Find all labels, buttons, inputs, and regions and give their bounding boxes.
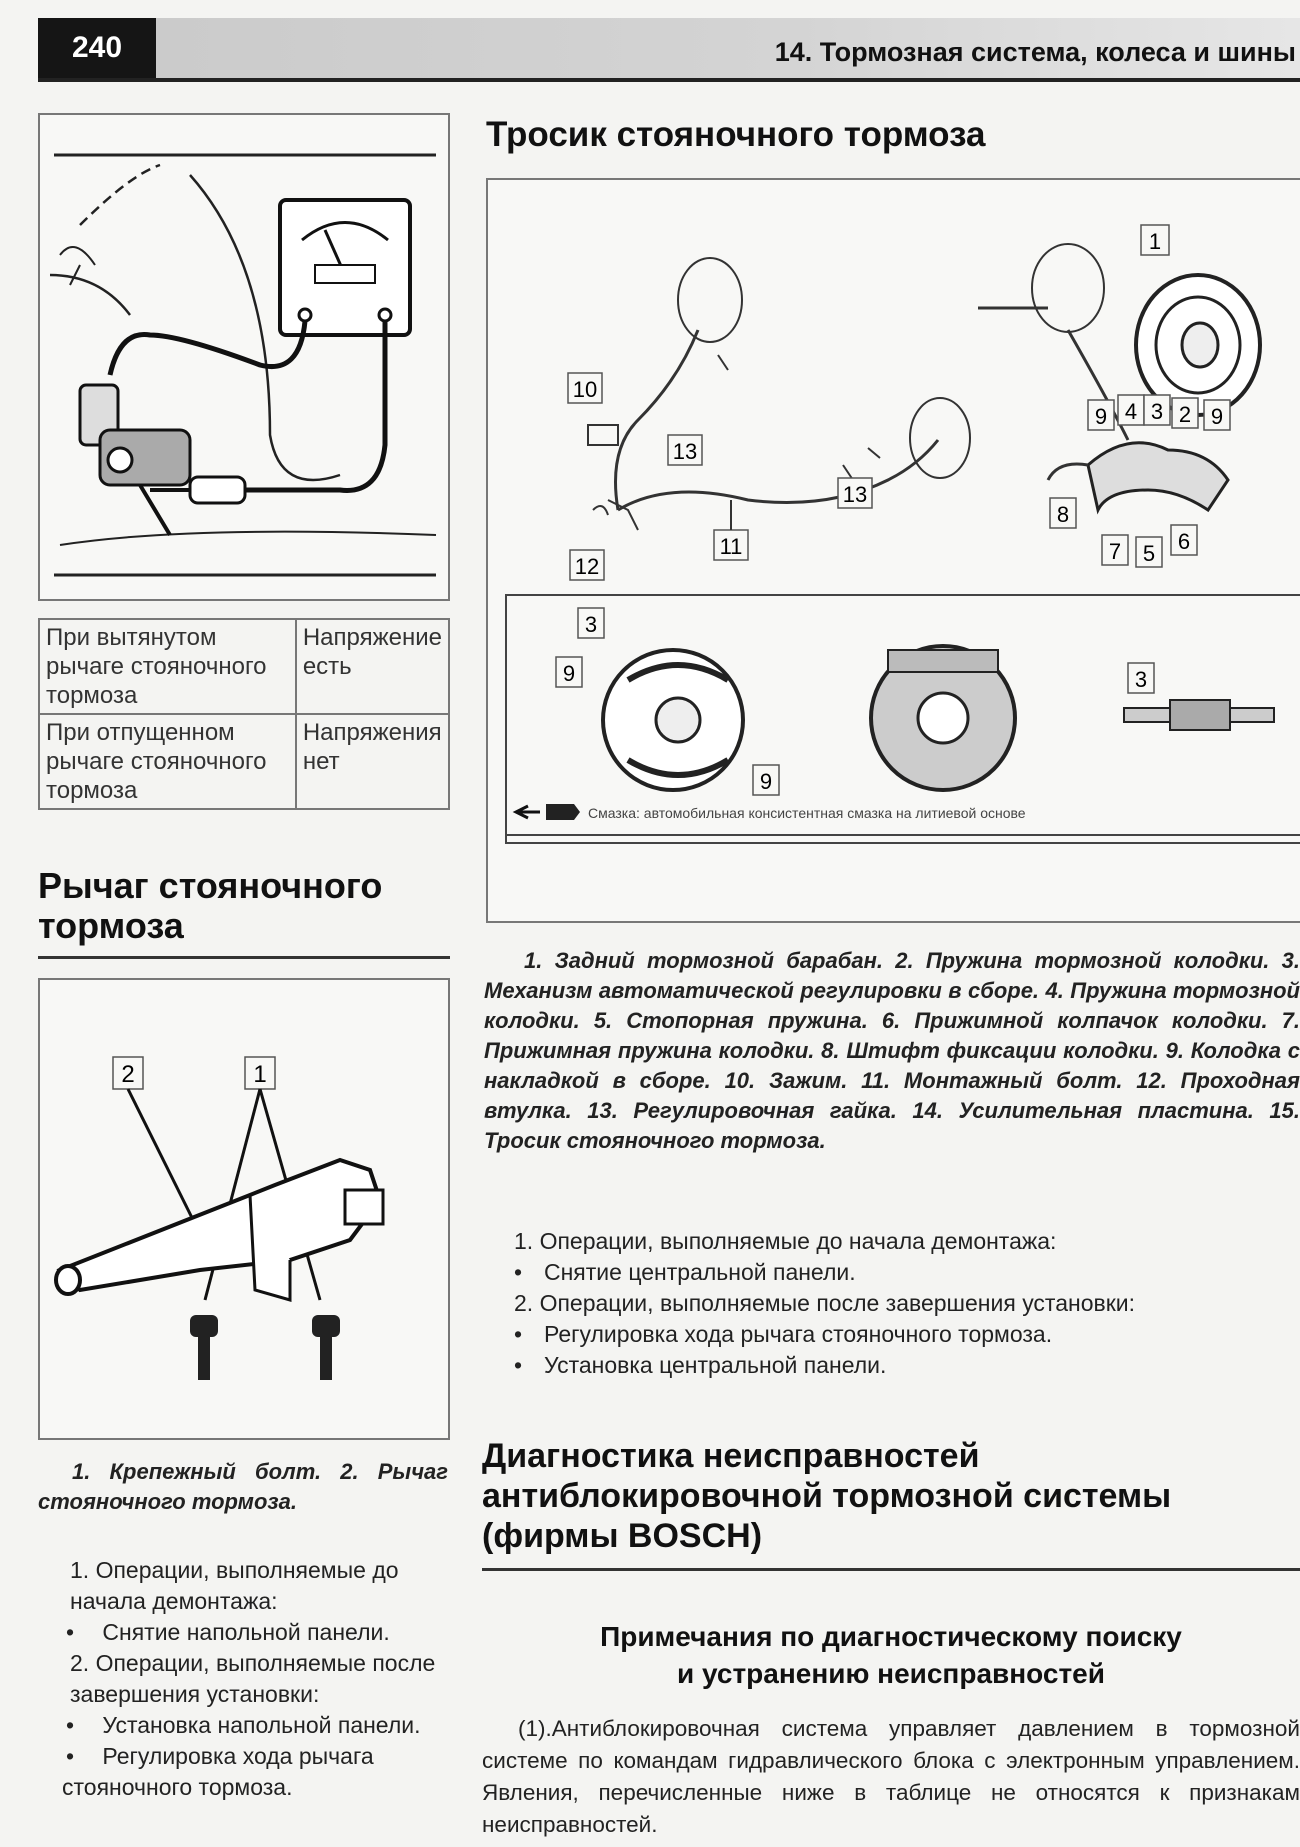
step-text: 2. Операции, выполняемые после завершения установки: <box>70 1650 436 1707</box>
cable-label-6: 6 <box>1177 529 1191 554</box>
table-cell-condition: При вытянутом рычаге стояночного тормоза <box>39 619 296 714</box>
table-cell-result: Напряжения нет <box>296 714 449 809</box>
cable-label-11: 11 <box>719 534 743 559</box>
page-number: 240 <box>38 18 156 78</box>
step-text: 1. Операции, выполняемые до начала демонтажа: <box>514 1228 1057 1254</box>
inset-label-3a: 3 <box>584 612 598 637</box>
lever-figure <box>38 978 450 1440</box>
table-cell-result: Напряжение есть <box>296 619 449 714</box>
table-cell-condition: При отпущенном рычаге стояночного тормоза <box>39 714 296 809</box>
cable-label-8: 8 <box>1056 502 1070 527</box>
abs-section-title <box>482 1436 1300 1571</box>
table-row <box>39 619 449 714</box>
step-text: Установка напольной панели. <box>102 1712 421 1738</box>
list-item <box>510 1350 1294 1381</box>
cable-label-13b: 13 <box>842 482 868 507</box>
step-text: Снятие центральной панели. <box>544 1259 856 1285</box>
cable-label-9b: 9 <box>1210 404 1224 429</box>
voltmeter-figure <box>38 113 450 601</box>
abs-paragraph: (1).Антиблокировочная система управляет давлением в тормозной системе по командам гидравлического блока с электронным управлением. Явления, перечисленные ниже в таблице не относятся к признакам неисправностей. <box>482 1716 1300 1837</box>
abs-title-line-2: антиблокировочной тормозной системы <box>482 1477 1172 1515</box>
cable-label-5: 5 <box>1142 541 1156 566</box>
step-text: Регулировка хода рычага стояночного тормоза. <box>62 1743 374 1800</box>
cable-section-title: Тросик стояночного тормоза <box>486 115 986 154</box>
cable-label-4: 4 <box>1124 399 1138 424</box>
cable-caption: 1. Задний тормозной барабан. 2. Пружина тормозной колодки. 3. Механизм автоматической регулировки в сборе. 4. Пружина тормозной колодки. 5. Стопорная пружина. 6. Прижимной колпачок колодки. 7. Прижимная пружина колодки. 8. Штифт фиксации колодки. 9. Колодка с накладкой в сборе. 10. Зажим. 11. Монтажный болт. 12. Проходная втулка. 13. Регулировочная гайка. 14. Усилительная пластина. 15. Тросик стояночного тормоза. <box>484 948 1300 1153</box>
list-item <box>30 1648 450 1710</box>
abs-subtitle <box>482 1618 1300 1692</box>
list-item <box>514 1226 1294 1257</box>
step-text: Установка центральной панели. <box>544 1352 887 1378</box>
cable-label-13a: 13 <box>672 439 698 464</box>
list-item <box>30 1741 450 1803</box>
cable-steps-list <box>514 1226 1294 1381</box>
voltmeter-illustration <box>40 115 448 599</box>
grease-tube-icon <box>546 804 580 820</box>
list-item <box>510 1257 1294 1288</box>
list-item <box>30 1710 450 1741</box>
abs-subtitle-line-2: и устранению неисправностей <box>677 1658 1105 1689</box>
list-item <box>30 1555 450 1617</box>
abs-title-line-1: Диагностика неисправностей <box>482 1437 980 1475</box>
cable-figure-labels <box>568 225 1230 580</box>
cable-figure <box>486 178 1300 923</box>
inset-label-9a: 9 <box>562 661 576 686</box>
step-text: 2. Операции, выполняемые после завершения установки: <box>514 1290 1136 1316</box>
list-item <box>510 1319 1294 1350</box>
abs-title-line-3: (фирмы BOSCH) <box>482 1517 763 1555</box>
inset-label-9b: 9 <box>759 769 773 794</box>
abs-subtitle-line-1: Примечания по диагностическому поиску <box>600 1621 1182 1652</box>
list-item <box>514 1288 1294 1319</box>
lubricant-note: Смазка: автомобильная консистентная смазка на литиевой основе <box>588 805 1026 821</box>
cable-label-12: 12 <box>574 554 600 579</box>
cable-label-3: 3 <box>1150 399 1164 424</box>
lever-section-title: Рычаг стояночного тормоза <box>38 866 450 959</box>
list-item <box>30 1617 450 1648</box>
lever-steps-list <box>30 1555 450 1803</box>
lever-label-1: 1 <box>253 1061 267 1088</box>
inset-label-3b: 3 <box>1134 667 1148 692</box>
cable-label-7: 7 <box>1108 539 1122 564</box>
cable-label-1: 1 <box>1148 229 1162 254</box>
voltage-check-table <box>38 618 450 810</box>
table-row <box>39 714 449 809</box>
cable-label-10: 10 <box>572 377 598 402</box>
lever-caption: 1. Крепежный болт. 2. Рычаг стояночного тормоза. <box>38 1459 448 1514</box>
cable-label-2: 2 <box>1178 402 1192 427</box>
lever-label-2: 2 <box>121 1061 135 1088</box>
step-text: Снятие напольной панели. <box>102 1619 390 1645</box>
lever-illustration <box>40 980 448 1438</box>
step-text: Регулировка хода рычага стояночного тормоза. <box>544 1321 1053 1347</box>
step-text: 1. Операции, выполняемые до начала демонтажа: <box>70 1557 399 1614</box>
cable-illustration <box>488 180 1300 920</box>
chapter-title: 14. Тормозная система, колеса и шины <box>774 37 1296 67</box>
cable-label-9a: 9 <box>1094 404 1108 429</box>
